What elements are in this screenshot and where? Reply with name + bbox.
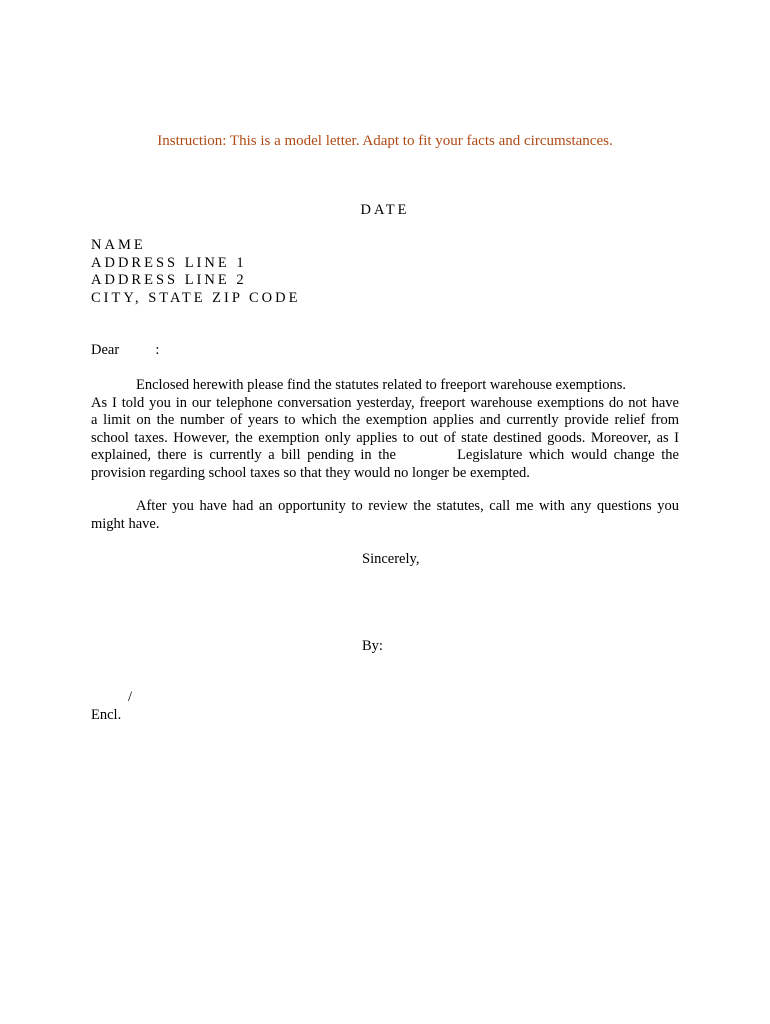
- paragraph-2-line-1: After you have had an opportunity to review the statutes, call me with any questions you: [136, 498, 679, 514]
- paragraph-1-line-1: Enclosed herewith please find the statutes related to freeport warehouse exemptions.: [136, 377, 627, 393]
- enclosure-note: Encl.: [91, 707, 122, 723]
- recipient-address: [91, 237, 300, 307]
- paragraph-1-line-3: a limit on the number of years to which the exemption applies and currently provide relief from: [91, 412, 679, 428]
- paragraph-1-line-5: [91, 447, 679, 465]
- paragraph-1-line-2: As I told you in our telephone conversation yesterday, freeport warehouse exemptions do not have: [91, 394, 679, 411]
- city-state-zip: CITY, STATE ZIP CODE: [91, 289, 301, 306]
- paragraph-1-line-5-end: Legislature which would change the: [457, 447, 679, 463]
- paragraph-1-line-6: provision regarding school taxes so that they would no longer be exempted.: [91, 464, 530, 481]
- recipient-name: NAME: [91, 237, 146, 253]
- instruction-note: Instruction: This is a model letter. Adapt to fit your facts and circumstances.: [157, 133, 613, 149]
- paragraph-1-line-4: school taxes. However, the exemption only applies to out of state destined goods. Moreover, as I: [91, 429, 679, 446]
- paragraph-1-line-5-start: explained, there is currently a bill pending in the: [91, 447, 396, 463]
- body-paragraph-2: [91, 498, 679, 533]
- signature-by-label: By:: [362, 638, 383, 654]
- address-line-2: ADDRESS LINE 2: [91, 272, 247, 288]
- salutation: Dear :: [91, 342, 160, 358]
- closing: Sincerely,: [362, 551, 420, 567]
- address-line-1: ADDRESS LINE 1: [91, 254, 247, 271]
- date-placeholder: DATE: [360, 202, 410, 218]
- paragraph-2-line-2: might have.: [91, 515, 160, 532]
- initials-slash: /: [128, 689, 133, 705]
- body-paragraph-1: [91, 377, 679, 482]
